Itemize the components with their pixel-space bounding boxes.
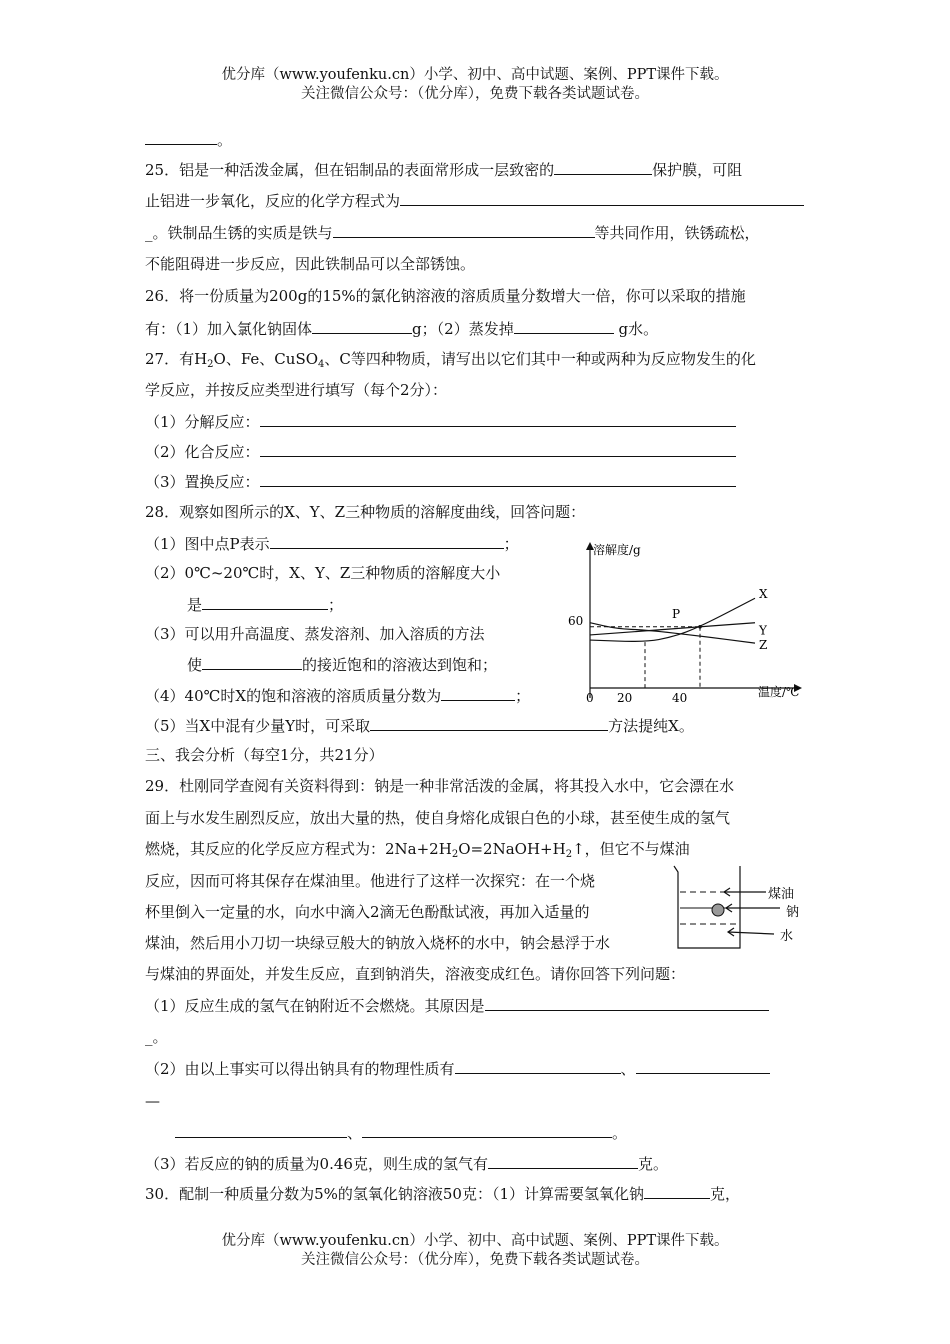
q27-item-1: （1）分解反应： xyxy=(145,411,736,432)
q26-line-1: 26．将一份质量为200g的15%的氯化钠溶液的溶质质量分数增大一倍，你可以采取的措施 xyxy=(145,287,746,305)
series-label-z: Z xyxy=(759,638,768,653)
answer-blank[interactable] xyxy=(260,411,736,427)
q29-line-3: 燃烧，其反应的化学反应方程式为：$2Na+2H_2O=2NaOH+H_2↑$，但它不与煤油 xyxy=(145,840,690,860)
series-label-y: Y xyxy=(759,623,767,638)
q29-part-1-tail: _。 xyxy=(145,1028,168,1046)
answer-blank[interactable] xyxy=(488,1153,638,1169)
answer-blank[interactable] xyxy=(312,318,412,334)
q28-part-4: （4）40℃时X的饱和溶液的溶质质量分数为 ； xyxy=(145,687,531,705)
sodium-ball xyxy=(712,904,724,916)
q29-part-2-dash: — xyxy=(145,1092,160,1110)
q28-part-1: （1）图中点P表示 ； xyxy=(145,535,519,553)
q29-line-5: 杯里倒入一定量的水，向水中滴入2滴无色酚酞试液，再加入适量的 xyxy=(145,903,590,921)
q25-line-1: 25．铝是一种活泼金属，但在铝制品的表面常形成一层致密的 保护膜，可阻 xyxy=(145,161,743,179)
q29-line-4: 反应，因而可将其保存在煤油里。他进行了这样一次探究：在一个烧 xyxy=(145,872,596,890)
q27-item-2: （2）化合反应： xyxy=(145,441,736,462)
q28-part-2: （2）0℃~20℃时，X、Y、Z三种物质的溶解度大小 xyxy=(145,564,501,582)
q29-part-2: （2）由以上事实可以得出钠具有的物理性质有 、 xyxy=(145,1058,770,1079)
beaker-outline xyxy=(674,866,740,948)
q29-line-1: 29．杜刚同学查阅有关资料得到：钠是一种非常活泼的金属，将其投入水中，它会漂在水 xyxy=(145,777,735,795)
q28-part-3b: 使 的接近饱和的溶液达到饱和； xyxy=(187,656,498,674)
answer-blank[interactable] xyxy=(362,1122,612,1138)
x-tick-20: 20 xyxy=(617,691,633,705)
page-header xyxy=(0,66,950,104)
q28-part-2b: 是 ； xyxy=(187,596,344,614)
answer-blank[interactable] xyxy=(270,533,504,549)
answer-blank[interactable] xyxy=(485,995,769,1011)
q27-item-3: （3）置换反应： xyxy=(145,471,736,492)
q25-line-2: 止铝进一步氧化，反应的化学方程式为 xyxy=(145,190,804,211)
page-footer xyxy=(0,1232,950,1270)
q29-part-3: （3）若反应的钠的质量为0.46克，则生成的氢气有 克。 xyxy=(145,1155,668,1173)
x-tick-40: 40 xyxy=(672,691,688,705)
point-p-label: P xyxy=(672,607,681,621)
arrow-water xyxy=(728,932,774,934)
answer-blank[interactable] xyxy=(636,1058,770,1074)
y-axis-label: 溶解度/g xyxy=(593,543,641,557)
label-water: 水 xyxy=(780,929,794,944)
beaker-figure xyxy=(668,862,808,954)
q28-part-5: （5）当X中混有少量Y时，可采取 方法提纯X。 xyxy=(145,717,694,735)
q29-part-2-cont: 、 。 xyxy=(175,1122,627,1143)
solubility-chart xyxy=(560,538,810,710)
q26-line-2: 有：（1）加入氯化钠固体 g；（2）蒸发掉 g水。 xyxy=(145,320,659,338)
footer-line-2: 关注微信公众号：（优分库），免费下载各类试题试卷。 xyxy=(301,1252,649,1268)
answer-blank[interactable] xyxy=(145,129,217,145)
answer-blank[interactable] xyxy=(333,222,595,238)
series-label-x: X xyxy=(759,587,768,602)
x-tick-0: 0 xyxy=(586,691,594,705)
q27-line-2: 学反应，并按反应类型进行填写（每个2分）： xyxy=(145,381,448,399)
answer-blank[interactable] xyxy=(644,1183,710,1199)
y-tick-60: 60 xyxy=(568,614,584,628)
answer-blank[interactable] xyxy=(202,654,302,670)
answer-blank[interactable] xyxy=(175,1122,347,1138)
label-kerosene: 煤油 xyxy=(768,887,795,902)
q29-line-7: 与煤油的界面处，并发生反应，直到钠消失，溶液变成红色。请你回答下列问题： xyxy=(145,965,686,983)
header-line-1: 优分库（www.youfenku.cn）小学、初中、高中试题、案例、PPT课件下载。 xyxy=(221,67,729,83)
section-3-title: 三、我会分析（每空1分，共21分） xyxy=(145,746,384,764)
x-axis-label: 温度/℃ xyxy=(758,685,800,699)
answer-blank[interactable] xyxy=(554,159,652,175)
answer-blank[interactable] xyxy=(202,594,328,610)
label-sodium: 钠 xyxy=(786,905,800,920)
answer-blank[interactable] xyxy=(260,471,736,487)
answer-blank[interactable] xyxy=(260,441,736,457)
answer-blank[interactable] xyxy=(400,190,804,206)
q30-line-1: 30．配制一种质量分数为5%的氢氧化钠溶液50克：（1）计算需要氢氧化钠 克， xyxy=(145,1185,741,1203)
q29-line-6: 煤油，然后用小刀切一块绿豆般大的钠放入烧杯的水中，钠会悬浮于水 xyxy=(145,934,611,952)
q29-part-1: （1）反应生成的氢气在钠附近不会燃烧。其原因是 xyxy=(145,995,769,1016)
q25-line-4: 不能阻碍进一步反应，因此铁制品可以全部锈蚀。 xyxy=(145,255,476,273)
answer-blank[interactable] xyxy=(455,1058,621,1074)
answer-blank[interactable] xyxy=(370,715,608,731)
header-line-2: 关注微信公众号：（优分库），免费下载各类试题试卷。 xyxy=(301,86,649,102)
q24-tail: 。 xyxy=(145,129,232,150)
q25-line-3: _。铁制品生锈的实质是铁与 等共同作用，铁锈疏松， xyxy=(145,224,760,242)
answer-blank[interactable] xyxy=(514,318,614,334)
q29-line-2: 面上与水发生剧烈反应，放出大量的热，使自身熔化成银白色的小球，甚至使生成的氢气 xyxy=(145,809,731,827)
q28-intro: 28．观察如图所示的X、Y、Z三种物质的溶解度曲线，回答问题： xyxy=(145,503,586,521)
footer-line-1: 优分库（www.youfenku.cn）小学、初中、高中试题、案例、PPT课件下载。 xyxy=(221,1233,729,1249)
answer-blank[interactable] xyxy=(441,685,515,701)
q28-part-3: （3）可以用升高温度、蒸发溶剂、加入溶质的方法 xyxy=(145,625,485,643)
q27-line-1: 27．有$H_2O$、Fe、CuSO$_4$、C等四种物质，请写出以它们其中一种或两种为反应物发生的化 xyxy=(145,350,756,370)
